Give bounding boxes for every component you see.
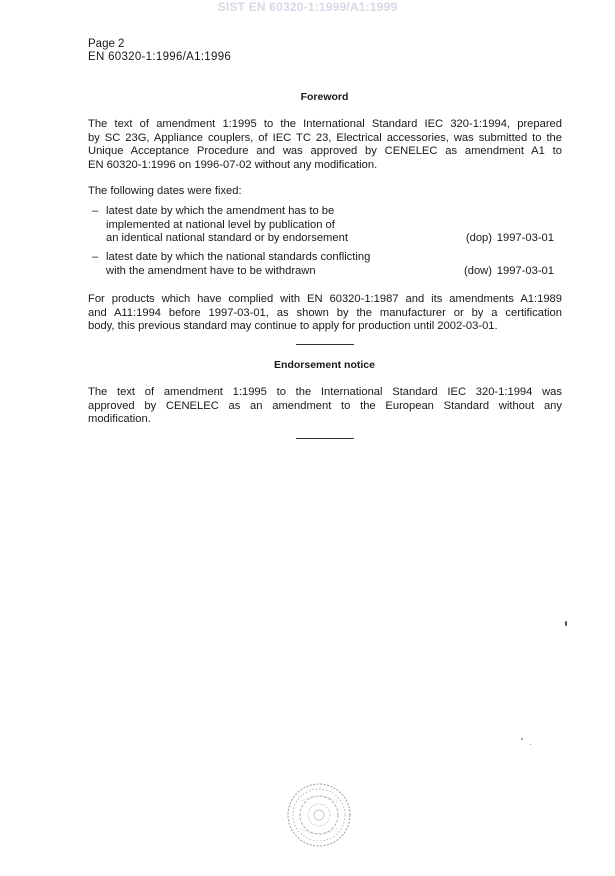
date-item-dop [92,205,562,246]
section-divider [296,344,354,345]
date-code: (dop) [465,232,492,244]
text-line: modification. [88,413,151,426]
text-line: body, this previous standard may continue to apply for production until 2002-03-01. [88,320,498,333]
text-line: The text of amendment 1:1995 to the International Standard IEC 320-1:1994, prepared [88,118,562,130]
endorsement-paragraph [88,386,562,427]
official-seal-stamp [286,782,352,848]
watermark: SIST EN 60320-1:1999/A1:1999 [217,0,398,14]
text-line: For products which have complied with EN 60320-1:1987 and its amendments A1:1989 [88,293,562,305]
date-item-dow [92,251,562,278]
scan-speck [565,621,567,626]
date-item-line: latest date by which the national standards conflicting [106,251,371,263]
text-line: and A11:1994 before 1997-03-01, as shown by the manufacturer or by a certification [88,306,562,319]
list-dash: – [92,205,99,217]
date-item-line: implemented at national level by publication of [106,218,335,231]
date-value: 1997-03-01 [496,232,554,244]
dates-intro: The following dates were fixed: [88,185,242,197]
text-line: EN 60320-1:1996 on 1996-07-02 without any modification. [88,158,378,171]
scan-speck [521,738,523,740]
list-dash: – [92,251,99,263]
text-line: by SC 23G, Appliance couplers, of IEC TC 23, Electrical accessories, was submitted to the [88,131,562,144]
date-value: 1997-03-01 [496,265,554,277]
end-divider [296,438,354,439]
endorsement-heading: Endorsement notice [274,359,375,371]
text-line: Unique Acceptance Procedure and was approved by CENELEC as amendment A1 to [88,145,562,158]
date-item-line [106,232,562,246]
scan-speck [530,744,531,745]
page-label: Page 2 [88,38,125,50]
document-id: EN 60320-1:1996/A1:1996 [88,51,232,63]
foreword-intro-paragraph [88,118,562,172]
text-line: The text of amendment 1:1995 to the International Standard IEC 320-1:1994 was [88,386,562,398]
date-code: (dow) [464,265,492,277]
date-item-line: latest date by which the amendment has to be [106,205,335,217]
text-line: approved by CENELEC as an amendment to the European Standard without any [88,399,562,412]
foreword-heading: Foreword [300,91,349,103]
products-paragraph [88,293,562,334]
date-item-line: with the amendment have to be withdrawn [106,264,316,277]
date-item-line-text: an identical national standard or by endorsement [106,232,348,245]
